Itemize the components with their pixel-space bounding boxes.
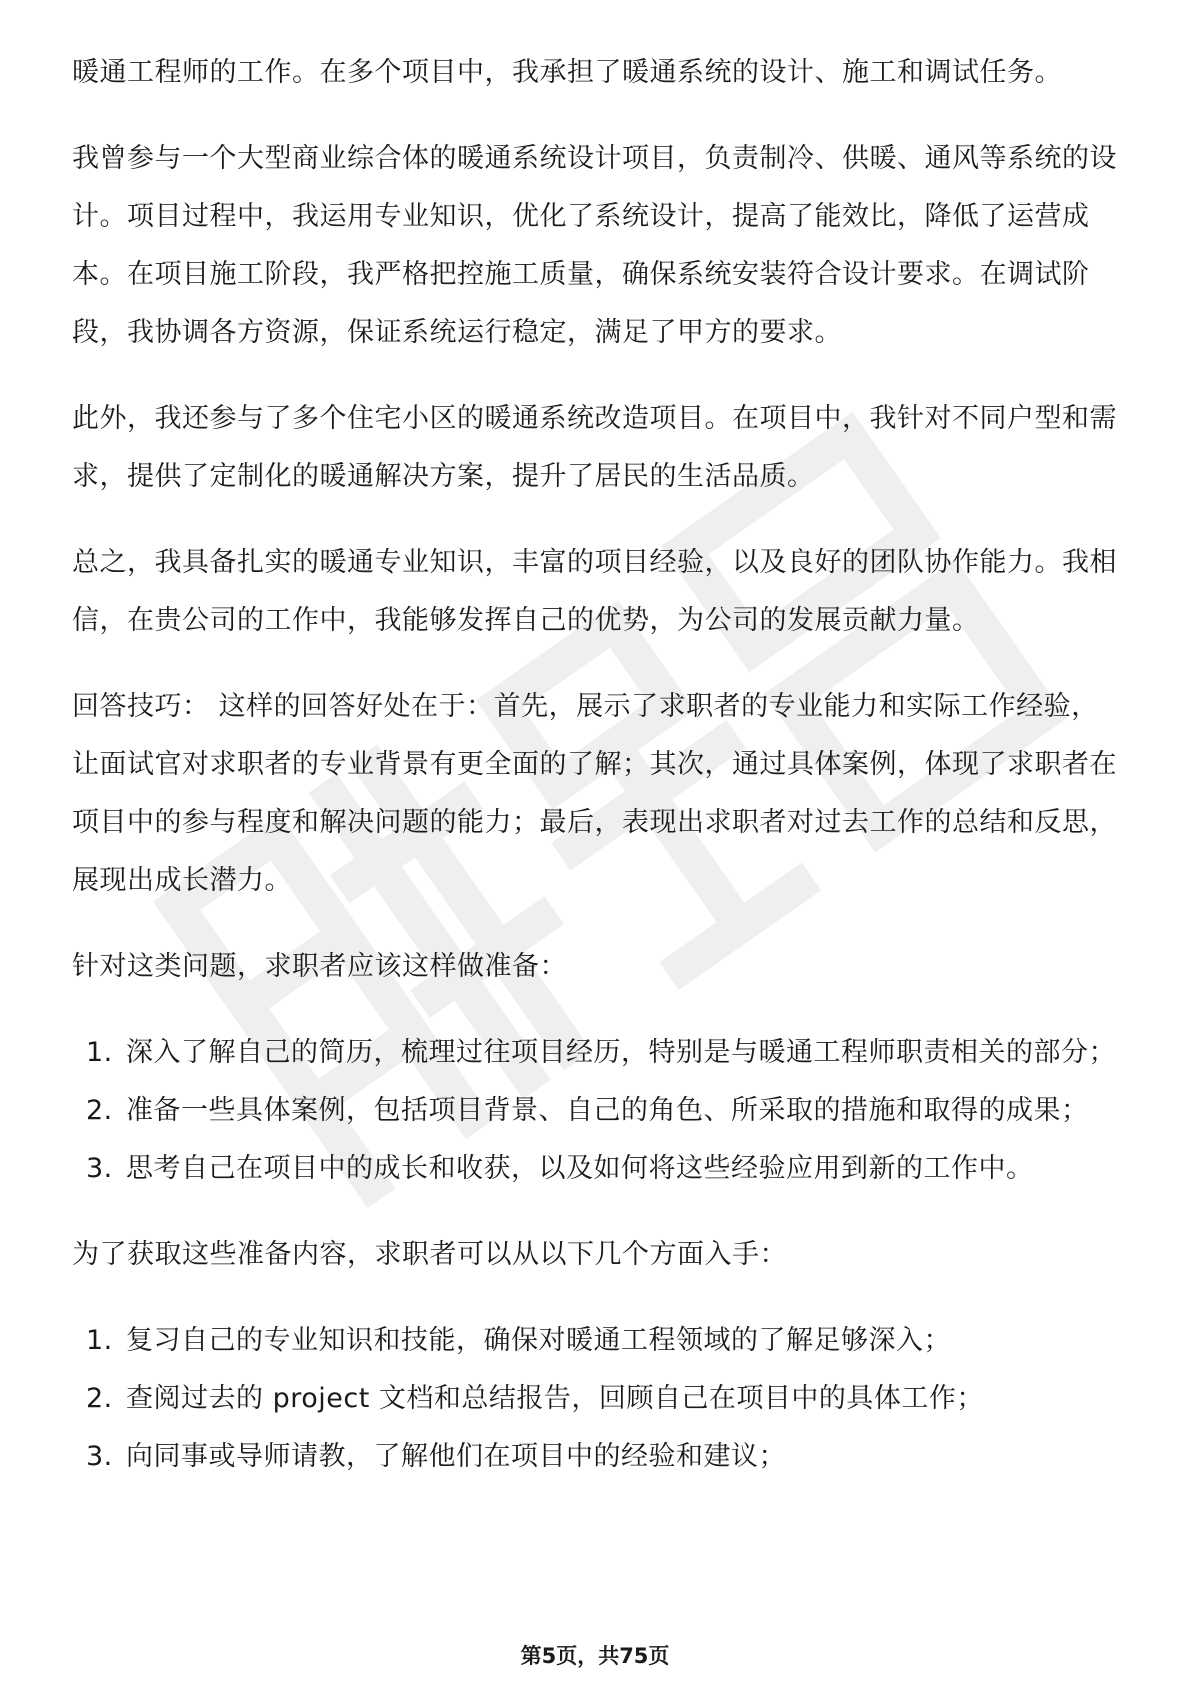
list-item-number: 1.: [86, 1325, 113, 1356]
list-item-text: 准备一些具体案例，包括项目背景、自己的角色、所采取的措施和取得的成果；: [126, 1095, 1089, 1126]
sources-list: [72, 1312, 1122, 1486]
paragraph-preparation-intro: 针对这类问题，求职者应该这样做准备：: [72, 951, 567, 982]
list-item-text: 深入了解自己的简历，梳理过往项目经历，特别是与暖通工程师职责相关的部分；: [126, 1037, 1116, 1068]
paragraph-summary: 总之，我具备扎实的暖通专业知识，丰富的项目经验，以及良好的团队协作能力。我相信，在贵公司的工作中，我能够发挥自己的优势，为公司的发展贡献力量。: [72, 547, 1117, 636]
page-number-footer: 第5页，共75页: [520, 1644, 670, 1668]
list-item-text: 向同事或导师请教，了解他们在项目中的经验和建议；: [126, 1441, 786, 1472]
list-item-number: 3.: [86, 1441, 113, 1472]
paragraph-sources-intro: 为了获取这些准备内容，求职者可以从以下几个方面入手：: [72, 1239, 787, 1270]
list-item: [72, 1024, 1122, 1082]
list-item-number: 2.: [86, 1095, 113, 1126]
list-item: [72, 1312, 1122, 1370]
list-item: [72, 1140, 1122, 1198]
list-item-text: 思考自己在项目中的成长和收获，以及如何将这些经验应用到新的工作中。: [126, 1153, 1034, 1184]
list-item-number: 3.: [86, 1153, 113, 1184]
list-item-text: 复习自己的专业知识和技能，确保对暖通工程领域的了解足够深入；: [126, 1325, 951, 1356]
paragraph-residential-project: 此外，我还参与了多个住宅小区的暖通系统改造项目。在项目中，我针对不同户型和需求，提供了定制化的暖通解决方案，提升了居民的生活品质。: [72, 403, 1117, 492]
list-item: [72, 1428, 1122, 1486]
list-item-number: 1.: [86, 1037, 113, 1068]
list-item: [72, 1370, 1122, 1428]
paragraph-commercial-project: 我曾参与一个大型商业综合体的暖通系统设计项目，负责制冷、供暖、通风等系统的设计。项目过程中，我运用专业知识，优化了系统设计，提高了能效比，降低了运营成本。在项目施工阶段，我严格把控施工质量，确保系统安装符合设计要求。在调试阶段，我协调各方资源，保证系统运行稳定，满足了甲方的要求。: [72, 143, 1117, 348]
paragraph-answer-tips: 回答技巧： 这样的回答好处在于：首先，展示了求职者的专业能力和实际工作经验，让面试官对求职者的专业背景有更全面的了解；其次，通过具体案例，体现了求职者在项目中的参与程度和解决问题的能力；最后，表现出求职者对过去工作的总结和反思，展现出成长潜力。: [72, 691, 1117, 896]
document-body: [72, 44, 1122, 1514]
preparation-list: [72, 1024, 1122, 1198]
list-item: [72, 1082, 1122, 1140]
list-item-text: 查阅过去的 project 文档和总结报告，回顾自己在项目中的具体工作；: [126, 1383, 984, 1414]
list-item-number: 2.: [86, 1383, 113, 1414]
paragraph-intro: 暖通工程师的工作。在多个项目中，我承担了暖通系统的设计、施工和调试任务。: [72, 57, 1062, 88]
